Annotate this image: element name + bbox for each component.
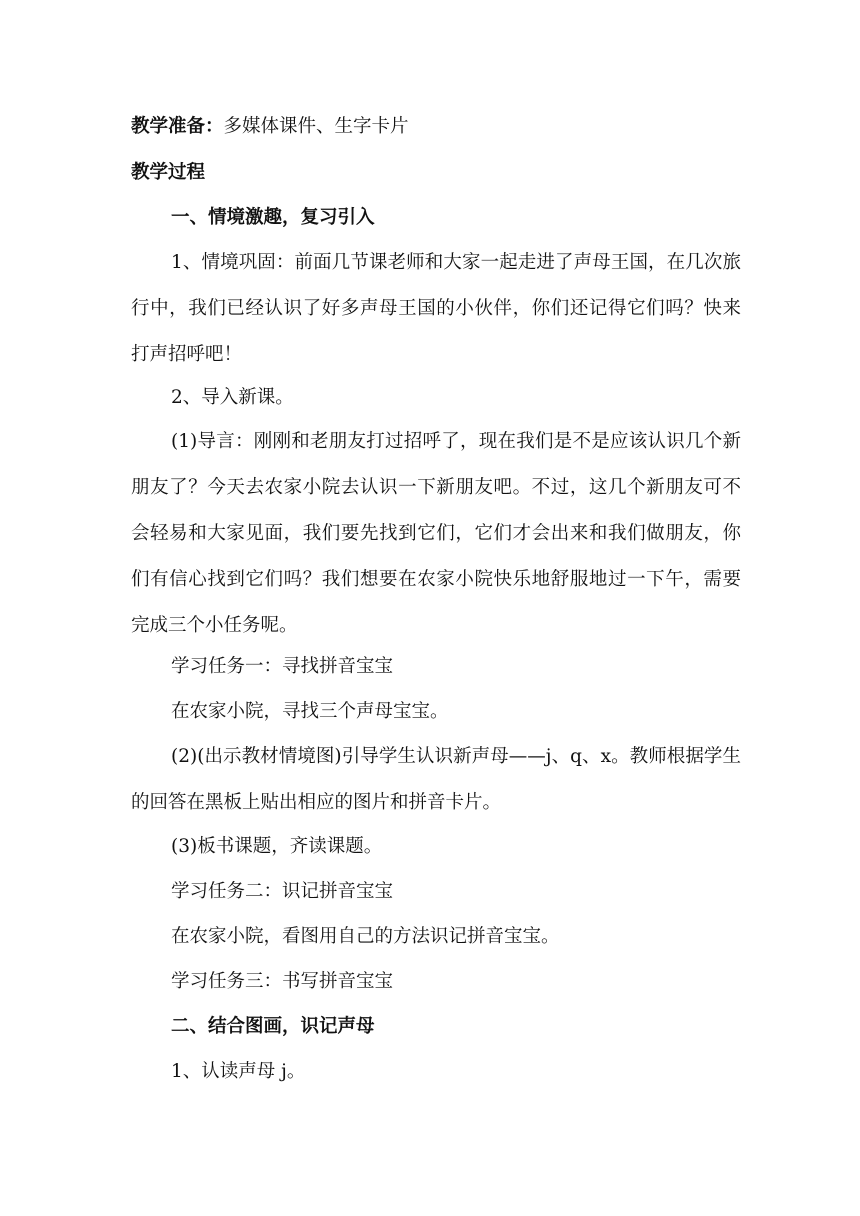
task-2-title: 学习任务二：识记拼音宝宝 bbox=[171, 881, 394, 902]
section1-paragraph-5: (3)板书课题，齐读课题。 bbox=[171, 836, 383, 857]
task-1-title: 学习任务一：寻找拼音宝宝 bbox=[171, 656, 394, 677]
section1-paragraph-4: (2)(出示教材情境图)引导学生认识新声母——j、q、x。教师根据学生的回答在黑板上贴出相应的图片和拼音卡片。 bbox=[131, 746, 741, 813]
teaching-prep bbox=[131, 104, 741, 150]
section1-heading: 一、情境激趣，复习引入 bbox=[171, 207, 375, 228]
section1-paragraph-2: 2、导入新课。 bbox=[171, 387, 294, 408]
section1-paragraph-3: (1)导言：刚刚和老朋友打过招呼了，现在我们是不是应该认识几个新朋友了？今天去农家小院去认识一下新朋友吧。不过，这几个新朋友可不会轻易和大家见面，我们要先找到它们，它们才会出来和我们做朋友，你们有信心找到它们吗？我们想要在农家小院快乐地舒服地过一下午，需要完成三个小任务呢。 bbox=[131, 431, 741, 636]
section2-paragraph-1: 1、认读声母 j。 bbox=[171, 1061, 306, 1082]
section1-paragraph-1: 1、情境巩固：前面几节课老师和大家一起走进了声母王国，在几次旅行中，我们已经认识了好多声母王国的小伙伴，你们还记得它们吗？快来打声招呼吧！ bbox=[131, 252, 741, 365]
task-1-desc: 在农家小院，寻找三个声母宝宝。 bbox=[171, 701, 449, 722]
teaching-prep-label: 教学准备： bbox=[131, 116, 224, 137]
process-title: 教学过程 bbox=[131, 162, 206, 183]
section2-heading: 二、结合图画，识记声母 bbox=[171, 1016, 375, 1037]
teaching-prep-value: 多媒体课件、生字卡片 bbox=[223, 116, 409, 137]
task-3-title: 学习任务三：书写拼音宝宝 bbox=[171, 971, 394, 992]
task-2-desc: 在农家小院，看图用自己的方法识记拼音宝宝。 bbox=[171, 926, 560, 947]
